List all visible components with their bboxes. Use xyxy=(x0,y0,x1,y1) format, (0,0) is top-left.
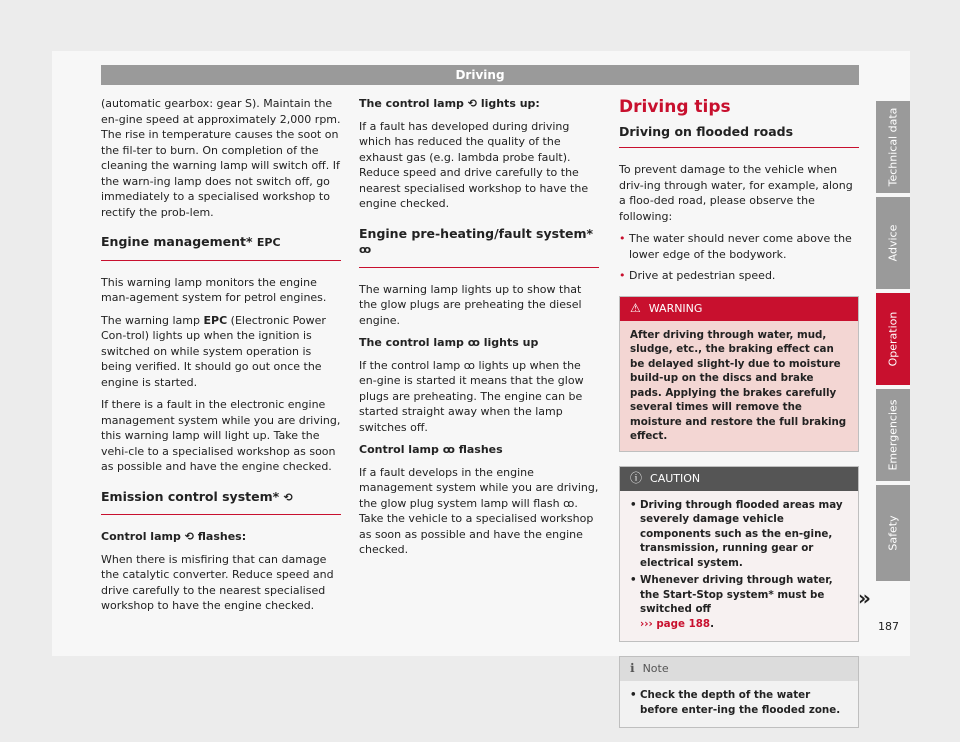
control-lamp-lights-label: The control lamp ⟲ lights up: xyxy=(359,97,540,110)
glow-plug-icon: ꝏ xyxy=(463,358,476,372)
engine-mgmt-p2: The warning lamp EPC (Electronic Power Con-trol) lights up when the ignition is switched on while system operation is being verified. It should go out once the engine is started. xyxy=(101,313,326,389)
tab-technical-data[interactable]: Technical data xyxy=(876,101,910,193)
continue-arrow-icon: » xyxy=(858,586,871,610)
caution-circle-icon: ⓘ xyxy=(630,470,643,485)
preheat-heading: Engine pre-heating/fault system* ꝏ xyxy=(359,226,599,268)
page-number: 187 xyxy=(878,620,899,633)
column-1 xyxy=(101,96,341,621)
warning-triangle-icon: ⚠ xyxy=(630,300,641,315)
fault-paragraph: If a fault has developed during driving which has reduced the quality of the exhaust gas (e.g. lambda probe fault). Reduce speed and drive carefully to the nearest specialised workshop to have the engine checked. xyxy=(359,119,589,210)
intro-paragraph: (automatic gearbox: gear S). Maintain the en-gine speed at approximately 2,000 rpm. The rise in temperature causes the soot on the fil-ter to burn. On completion of the cleaning the warning lamp will switch off. If the warn-ing lamp does not switch off, go immediately to a specialised workshop to rectify the prob-lem. xyxy=(101,97,341,219)
preheat-p2: If the control lamp ꝏ lights up when the en-gine is started it means that the glow plugs are preheating. The engine can be started straight away when the lamp switches off. xyxy=(359,358,584,434)
bullet-icon: • xyxy=(619,232,626,245)
epc-icon: EPC xyxy=(203,313,228,327)
list-item: • Driving through flooded areas may severely damage vehicle components such as the en-gine, transmission, running gear or electrical system. xyxy=(630,498,843,569)
list-item: • Check the depth of the water before enter-ing the flooded zone. xyxy=(630,689,841,716)
tab-safety[interactable]: Safety xyxy=(876,485,910,581)
emission-heading: Emission control system* ⟲ xyxy=(101,489,341,516)
preheat-p1: The warning lamp lights up to show that the glow plugs are preheating the diesel engine. xyxy=(359,282,582,327)
caution-box xyxy=(619,466,859,643)
warning-text: After driving through water, mud, sludge, etc., the braking effect can be delayed slight-ly due to moisture build-up on the discs and brake pads. Applying the brakes carefully several times will remove the moisture and restore the full braking effect. xyxy=(620,321,858,451)
engine-mgmt-p3: If there is a fault in the electronic engine management system while you are driving, this warning lamp will light up. Take the vehi-cle to a specialised workshop as soon as possible and have the engine checked. xyxy=(101,398,341,473)
bullet-icon: • xyxy=(630,689,637,701)
emission-lamp-icon: ⟲ xyxy=(467,97,477,110)
flooded-intro: To prevent damage to the vehicle when driv-ing through water, for example, along a floo-ded road, please observe the following: xyxy=(619,163,853,223)
page-header: Driving xyxy=(101,65,859,85)
section-title: Driving tips xyxy=(619,97,731,117)
lights-up-label: The control lamp ꝏ lights up xyxy=(359,336,539,349)
list-item: • Drive at pedestrian speed. xyxy=(619,269,776,282)
glow-plug-icon: ꝏ xyxy=(359,243,372,256)
glow-plug-icon: ꝏ xyxy=(442,443,455,456)
column-2 xyxy=(359,96,599,565)
bullet-icon: • xyxy=(619,269,626,282)
glow-plug-icon: ꝏ xyxy=(467,336,480,349)
epc-icon: EPC xyxy=(256,236,281,249)
bullet-icon: • xyxy=(630,498,637,511)
column-3 xyxy=(619,96,859,742)
tab-emergencies[interactable]: Emergencies xyxy=(876,389,910,481)
engine-mgmt-p1: This warning lamp monitors the engine man-agement system for petrol engines. xyxy=(101,275,327,304)
control-lamp-flashes-label: Control lamp ⟲ flashes: xyxy=(101,530,247,543)
caution-label: CAUTION xyxy=(650,471,701,485)
page-reference-link[interactable]: ››› page 188 xyxy=(640,617,711,630)
subsection-title: Driving on flooded roads xyxy=(619,124,859,149)
emission-paragraph: When there is misfiring that can damage the catalytic converter. Reduce speed and drive carefully to the nearest specialised workshop to have the engine checked. xyxy=(101,552,334,612)
list-item: • Whenever driving through water, the Start-Stop system* must be switched off ››› page 188. xyxy=(630,574,833,630)
note-label: Note xyxy=(642,662,669,676)
bullet-icon: • xyxy=(630,574,637,586)
glow-plug-icon: ꝏ xyxy=(563,496,575,510)
note-box xyxy=(619,656,859,728)
tab-advice[interactable]: Advice xyxy=(876,197,910,289)
flashes-label: Control lamp ꝏ flashes xyxy=(359,443,503,456)
preheat-p3: If a fault develops in the engine management system while you are driving, the glow plug system lamp will flash ꝏ. Take the vehicle to a specialised workshop as soon as possible and have the engine checked. xyxy=(359,465,599,556)
emission-lamp-icon: ⟲ xyxy=(283,490,293,504)
engine-management-heading: Engine management* EPC xyxy=(101,234,341,261)
info-icon: ℹ xyxy=(630,661,635,676)
warning-box xyxy=(619,296,859,452)
list-item: • The water should never come above the lower edge of the bodywork. xyxy=(619,232,852,261)
emission-lamp-icon: ⟲ xyxy=(184,530,194,543)
tab-operation[interactable]: Operation xyxy=(876,293,910,385)
warning-label: WARNING xyxy=(648,301,703,315)
